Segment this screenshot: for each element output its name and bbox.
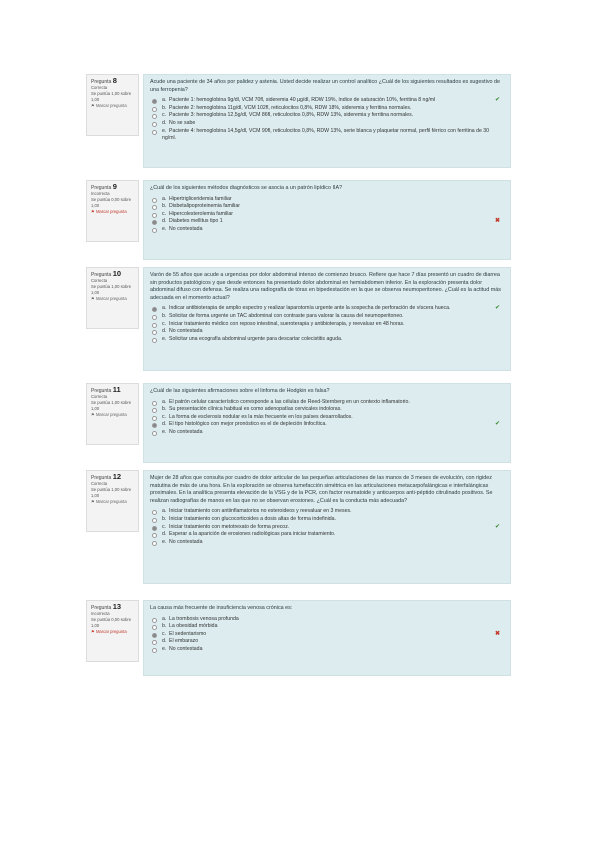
answer-radio[interactable] [152,625,157,630]
answer-radio[interactable] [152,640,157,645]
question-block [86,267,511,371]
question-block [86,74,511,168]
option-letter: b. [162,104,167,111]
answer-radio[interactable] [152,408,157,413]
option-letter: a. [162,398,167,405]
correct-check-icon: ✔ [494,305,500,312]
option-letter: c. [162,210,167,217]
answer-radio[interactable] [152,205,157,210]
question-text: La causa más frecuente de insuficiencia venosa crónica es: [150,605,293,611]
question-score: Se puntúa 1,00 sobre 1,00 [91,487,132,498]
incorrect-cross-icon: ✖ [494,218,500,225]
option-text: El sedentarismo [169,630,207,637]
option-letter: d. [162,328,167,335]
question-state: Correcta [91,85,108,90]
option-letter: e. [162,538,167,545]
option-text: Hipercolesterolemia familiar [169,210,234,217]
option-text: Su presentación clínica habitual es como adenopatías cervicales indoloras. [169,406,342,413]
question-state: Incorrecta [91,611,110,616]
answer-option[interactable] [150,97,504,105]
question-state: Incorrecta [91,191,110,196]
answer-radio[interactable] [152,518,157,523]
question-number: Pregunta 9 [91,182,117,191]
answer-radio[interactable] [152,533,157,538]
option-text: Solicitar de forma urgente un TAC abdominal con contraste para valorar la causa del neumoperitoneo. [169,312,404,319]
option-text: La trombosis venosa profunda [169,615,239,622]
flag-icon: ⚑ [91,629,95,634]
answer-radio[interactable] [152,423,157,428]
answer-radio[interactable] [152,541,157,546]
option-letter: b. [162,623,167,630]
answer-option[interactable] [150,414,504,422]
question-number: Pregunta 13 [91,602,122,611]
answer-option[interactable] [150,616,504,624]
option-letter: a. [162,305,167,312]
option-letter: d. [162,531,167,538]
option-letter: c. [162,320,167,327]
answer-radio[interactable] [152,633,157,638]
flag-icon: ⚑ [91,412,95,417]
option-letter: d. [162,218,167,225]
answer-radio[interactable] [152,107,157,112]
question-score: Se puntúa 1,00 sobre 1,00 [91,91,132,102]
option-text: Paciente 1: hemoglobina 9g/dl, VCM 70fl, sideremia 40 µg/dl, RDW 19%, índice de saturación 10%, ferritina 8 ng/ml [169,97,436,104]
answer-radio[interactable] [152,99,157,104]
question-number: Pregunta 8 [91,76,117,85]
answer-radio[interactable] [152,416,157,421]
flag-question-link[interactable]: ⚑ Marcar pregunta [91,499,127,504]
question-state: Correcta [91,481,108,486]
question-content [143,267,511,371]
answer-radio[interactable] [152,526,157,531]
option-text: El embarazo [169,638,199,645]
correct-check-icon: ✔ [494,97,500,104]
answer-radio[interactable] [152,431,157,436]
question-block [86,470,511,584]
flag-question-link[interactable]: ⚑ Marcar pregunta [91,412,127,417]
question-info [86,470,139,532]
flag-icon: ⚑ [91,499,95,504]
option-text: Paciente 2: hemoglobina 11g/dl, VCM 102fl, reticulocitos 0,8%, RDW 18%, sideremia y ferritina normales. [169,104,412,111]
answer-option[interactable] [150,623,504,631]
question-state: Correcta [91,278,108,283]
answer-option[interactable] [150,196,504,204]
option-letter: d. [162,119,167,126]
option-letter: b. [162,406,167,413]
answer-radio[interactable] [152,315,157,320]
question-content [143,383,511,463]
answer-option[interactable] [150,305,504,313]
question-info [86,74,139,136]
option-text: Disbetalipoproteinemia familiar [169,203,240,210]
answer-option[interactable] [150,646,504,654]
option-letter: e. [162,428,167,435]
answer-option[interactable] [150,203,504,211]
option-letter: e. [162,645,167,652]
answer-radio[interactable] [152,213,157,218]
option-text: No contestada [169,225,203,232]
question-number: Pregunta 10 [91,269,122,278]
option-text: Iniciar tratamiento médico con reposo intestinal, sueroterapia y antibioterapia, y reevaluar en 48 horas. [169,320,405,327]
answer-option[interactable] [150,421,504,429]
option-text: La obesidad mórbida [169,623,218,630]
answer-option[interactable] [150,531,504,539]
answer-radio[interactable] [152,220,157,225]
answer-option[interactable] [150,336,504,344]
answer-radio[interactable] [152,648,157,653]
answer-option[interactable] [150,321,504,329]
question-content [143,180,511,260]
flag-icon: ⚑ [91,103,95,108]
option-text: Solicitar una ecografía abdominal urgente para descartar colecistitis aguda. [169,335,343,342]
question-text: Mujer de 28 años que consulta por cuadro de dolor articular de las pequeñas articulaciones de las manos de 3 meses de evolución, con rigidez matutina de más de una hora. En la exploración se observa tumefacción simétrica en las articulaciones metacarpofalángicas e interfalángicas proximales. En la analítica presenta elevación de la VSG y de la PCR, con factor reumatoide y anticuerpos anti-péptido citrulinado positivos. Se realizan radiografías de manos en las que no se observan erosiones. ¿Cuál es la conducta más adecuada? [150,475,493,504]
option-text: No contestada [169,428,203,435]
option-letter: c. [162,413,167,420]
answer-option[interactable] [150,218,504,226]
answer-option[interactable] [150,516,504,524]
option-letter: a. [162,97,167,104]
option-text: Paciente 4: hemoglobina 14,5g/dl, VCM 90fl, reticulocitos 0,8%, RDW 13%, serie blanca y plaquetar normal, perfil férrico con ferritina de 30 ng/ml. [162,127,490,142]
answer-radio[interactable] [152,401,157,406]
option-letter: b. [162,203,167,210]
question-text: Acude una paciente de 34 años por palidez y astenia. Usted decide realizar un control analítico ¿Cuál de los siguientes resultados es sugestivo de una ferropenia? [150,79,501,93]
question-score: Se puntúa 1,00 sobre 1,00 [91,284,132,295]
answer-option[interactable] [150,328,504,336]
option-text: El patrón celular característico corresponde a las células de Reed-Sternberg en un contexto inflamatorio. [169,398,410,405]
correct-check-icon: ✔ [494,421,500,428]
answer-option[interactable] [150,631,504,639]
flag-icon: ⚑ [91,296,95,301]
option-text: El tipo histológico con mejor pronóstico es el de depleción linfocítica. [169,421,327,428]
option-text: Iniciar tratamiento con metotrexato de forma precoz. [169,523,290,530]
answer-radio[interactable] [152,307,157,312]
option-text: Paciente 3: hemoglobina 12,5g/dl, VCM 86fl, reticulocitos 0,8%, RDW 13%, sideremia y ferritina normales. [169,112,414,119]
incorrect-cross-icon: ✖ [494,630,500,637]
option-letter: d. [162,421,167,428]
question-block [86,600,511,676]
flag-icon: ⚑ [91,209,95,214]
answer-option[interactable] [150,406,504,414]
answer-option[interactable] [150,226,504,234]
answer-option[interactable] [150,120,504,128]
option-text: Iniciar tratamiento con glucocorticoides a dosis altas de forma indefinida. [169,515,336,522]
question-score: Se puntúa 0,00 sobre 1,00 [91,617,132,628]
question-text: ¿Cuál de los siguientes métodos diagnósticos se asocia a un patrón lipídico IIA? [150,185,343,191]
option-letter: e. [162,335,167,342]
answer-radio[interactable] [152,130,157,135]
flag-question-link[interactable]: ⚑ Marcar pregunta [91,209,127,214]
answer-radio[interactable] [152,323,157,328]
answer-option[interactable] [150,638,504,646]
question-info [86,383,139,445]
answer-radio[interactable] [152,198,157,203]
option-letter: b. [162,515,167,522]
option-text: Indicar antibioterapia de amplio espectro y realizar laparotomía urgente ante la sospecha de perforación de víscera hueca. [169,305,451,312]
question-info [86,600,139,662]
answer-radio[interactable] [152,510,157,515]
answer-radio[interactable] [152,338,157,343]
option-text: No contestada [169,328,203,335]
answer-option[interactable] [150,105,504,113]
question-score: Se puntúa 1,00 sobre 1,00 [91,400,132,411]
answer-option[interactable] [150,313,504,321]
option-letter: c. [162,523,167,530]
question-text: ¿Cuál de las siguientes afirmaciones sobre el linfoma de Hodgkin es falsa? [150,388,330,394]
option-letter: a. [162,615,167,622]
question-info [86,267,139,329]
flag-question-link[interactable]: ⚑ Marcar pregunta [91,629,127,634]
option-letter: c. [162,112,167,119]
question-block [86,383,511,463]
option-text: No contestada [169,645,203,652]
answer-radio[interactable] [152,122,157,127]
answer-radio[interactable] [152,228,157,233]
answer-option[interactable] [150,399,504,407]
answer-option[interactable] [150,112,504,120]
question-number: Pregunta 11 [91,385,121,394]
question-content [143,470,511,584]
option-text: La forma de esclerosis nodular es la más frecuente en los países desarrollados. [169,413,353,420]
question-content [143,74,511,168]
option-text: Iniciar tratamiento con antiinflamatorios no esteroideos y reevaluar en 3 meses. [169,508,352,515]
answer-radio[interactable] [152,618,157,623]
option-text: Hipertrigliceridemia familiar [169,195,232,202]
answer-option[interactable] [150,508,504,516]
option-letter: b. [162,312,167,319]
option-letter: c. [162,630,167,637]
answer-radio[interactable] [152,330,157,335]
answer-option[interactable] [150,539,504,547]
option-letter: a. [162,508,167,515]
question-content [143,600,511,676]
answer-option[interactable] [150,128,504,143]
correct-check-icon: ✔ [494,523,500,530]
option-letter: e. [162,127,167,134]
answer-option[interactable] [150,211,504,219]
flag-question-link[interactable]: ⚑ Marcar pregunta [91,103,127,108]
option-text: Diabetes mellitus tipo 1 [169,218,223,225]
question-block [86,180,511,260]
flag-question-link[interactable]: ⚑ Marcar pregunta [91,296,127,301]
question-info [86,180,139,242]
option-letter: e. [162,225,167,232]
question-score: Se puntúa 0,00 sobre 1,00 [91,197,132,208]
option-text: No contestada [169,538,203,545]
option-letter: d. [162,638,167,645]
option-letter: a. [162,195,167,202]
answer-option[interactable] [150,429,504,437]
option-text: Esperar a la aparición de erosiones radiológicas para iniciar tratamiento. [169,531,336,538]
option-text: No se sabe [169,119,196,126]
answer-radio[interactable] [152,114,157,119]
question-number: Pregunta 12 [91,472,122,481]
answer-option[interactable] [150,524,504,532]
question-text: Varón de 55 años que acude a urgencias por dolor abdominal intenso de comienzo brusco. Refiere que hace 7 días presentó un cuadro de diarrea sin productos patológicos y que desde entonces ha presentado dolor abdominal en hemiabdomen inferior. En la exploración presenta dolor abdominal difuso con defensa. Se realiza una radiografía de tórax en bipedestación en la que se observa neumoperitoneo. ¿Cuál es la actitud más adecuada en el momento actual? [150,272,501,301]
question-state: Correcta [91,394,108,399]
